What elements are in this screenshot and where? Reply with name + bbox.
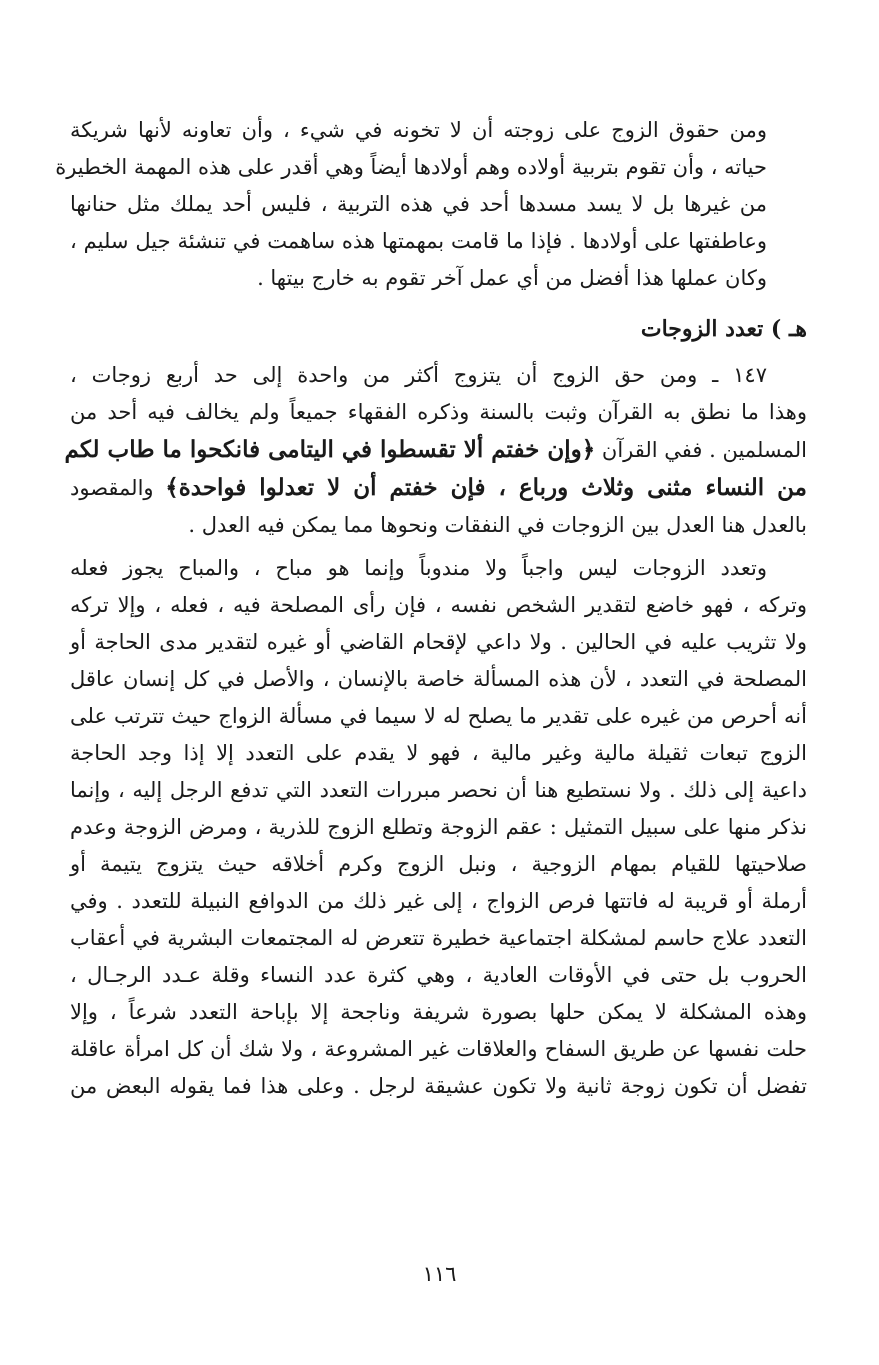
text-line: حلت نفسها عن طريق السفاح والعلاقات غير المشروعة ، ولا شك أن كل امرأة عاقلة	[70, 1037, 807, 1061]
text-line: ١٤٧ ـ ومن حق الزوج أن يتزوج أكثر من واحدة إلى حد أربع زوجات ،	[70, 363, 767, 387]
text-line: وهذا ما نطق به القرآن وثبت بالسنة وذكره الفقهاء جميعاً ولم يخالف فيه أحد من	[70, 400, 807, 424]
text-line: وهذه المشكلة لا يمكن حلها بصورة شريفة وناجحة إلا بإباحة التعدد شرعاً ، وإلا	[70, 1000, 807, 1024]
text-line: حياته ، وأن تقوم بتربية أولاده وهم أولادها أيضاً وهي أقدر على هذه المهمة الخطيرة	[55, 155, 767, 179]
text-line: أنه أحرص من غيره على تقدير ما يصلح له لا سيما في مسألة الزواج حيث تترتب على	[70, 704, 807, 728]
quran-verse: من النساء مثنى وثلاث ورباع ، فإن خفتم أن لا تعدلوا فواحدة﴾	[165, 474, 807, 501]
book-page	[55, 112, 807, 1292]
text-line: وعاطفتها على أولادها . فإذا ما قامت بمهمتها هذه ساهمت في تنشئة جيل سليم ،	[70, 229, 767, 253]
text-line: ولا تثريب عليه في الحالين . ولا داعي لإقحام القاضي أو غيره لتقدير مدى الحاجة أو	[70, 630, 807, 654]
text-line: أرملة أو قريبة له فاتتها فرص الزواج ، إلى غير ذلك من الدوافع النبيلة للتعدد . وفي	[70, 889, 807, 913]
text-line: صلاحيتها للقيام بمهام الزوجية ، ونبل الزوج وكرم أخلاقه حيث يتزوج يتيمة أو	[70, 852, 807, 876]
text-line: نذكر منها على سبيل التمثيل : عقم الزوجة وتطلع الزوج للذرية ، ومرض الزوجة وعدم	[70, 815, 807, 839]
text-line: من غيرها بل لا يسد مسدها أحد في هذه التربية ، فليس أحد يملك مثل حنانها	[70, 192, 767, 216]
text-segment: والمقصود	[70, 476, 166, 500]
paragraph-husband-rights	[55, 112, 807, 297]
text-segment: المسلمين . ففي القرآن	[595, 438, 807, 462]
text-line: داعية إلى ذلك . ولا نستطيع هنا أن نحصر مبررات التعدد التي تدفع الرجل إليه ، وإنما	[70, 778, 807, 802]
text-line: ومن حقوق الزوج على زوجته أن لا تخونه في شيء ، وأن تعاونه لأنها شريكة	[70, 118, 767, 142]
text-line: بالعدل هنا العدل بين الزوجات في النفقات ونحوها مما يمكن فيه العدل .	[188, 513, 807, 537]
text-line: التعدد علاج حاسم لمشكلة اجتماعية خطيرة تتعرض له المجتمعات البشرية في أعقاب	[70, 926, 807, 950]
text-line: وكان عملها هذا أفضل من أي عمل آخر تقوم به خارج بيتها .	[257, 266, 767, 290]
section-heading: هـ ) تعدد الزوجات	[640, 316, 807, 342]
page-number: ١١٦	[422, 1262, 457, 1286]
text-line: الزوج تبعات ثقيلة مالية وغير مالية ، فهو لا يقدم على التعدد إلا إذا وجد الحاجة	[70, 741, 807, 765]
text-line: الحروب بل حتى في الأوقات العادية ، وهي كثرة عدد النساء وقلة عـدد الرجـال ،	[70, 963, 807, 987]
text-line: تفضل أن تكون زوجة ثانية ولا تكون عشيقة لرجل . وعلى هذا فما يقوله البعض من	[70, 1074, 807, 1098]
text-line	[64, 431, 807, 469]
text-line: وتعدد الزوجات ليس واجباً ولا مندوباً وإنما هو مباح ، والمباح يجوز فعله	[70, 556, 767, 580]
text-line: وتركه ، فهو خاضع لتقدير الشخص نفسه ، فإن رأى المصلحة فيه ، فعله ، وإلا تركه	[70, 593, 807, 617]
paragraph-polygamy	[70, 550, 807, 1105]
text-line	[70, 469, 807, 507]
text-line: المصلحة في التعدد ، لأن هذه المسألة خاصة بالإنسان ، والأصل في كل إنسان عاقل	[70, 667, 807, 691]
paragraph-147	[64, 357, 807, 544]
quran-verse: ﴿وإن خفتم ألا تقسطوا في اليتامى فانكحوا ما طاب لكم	[64, 436, 596, 463]
